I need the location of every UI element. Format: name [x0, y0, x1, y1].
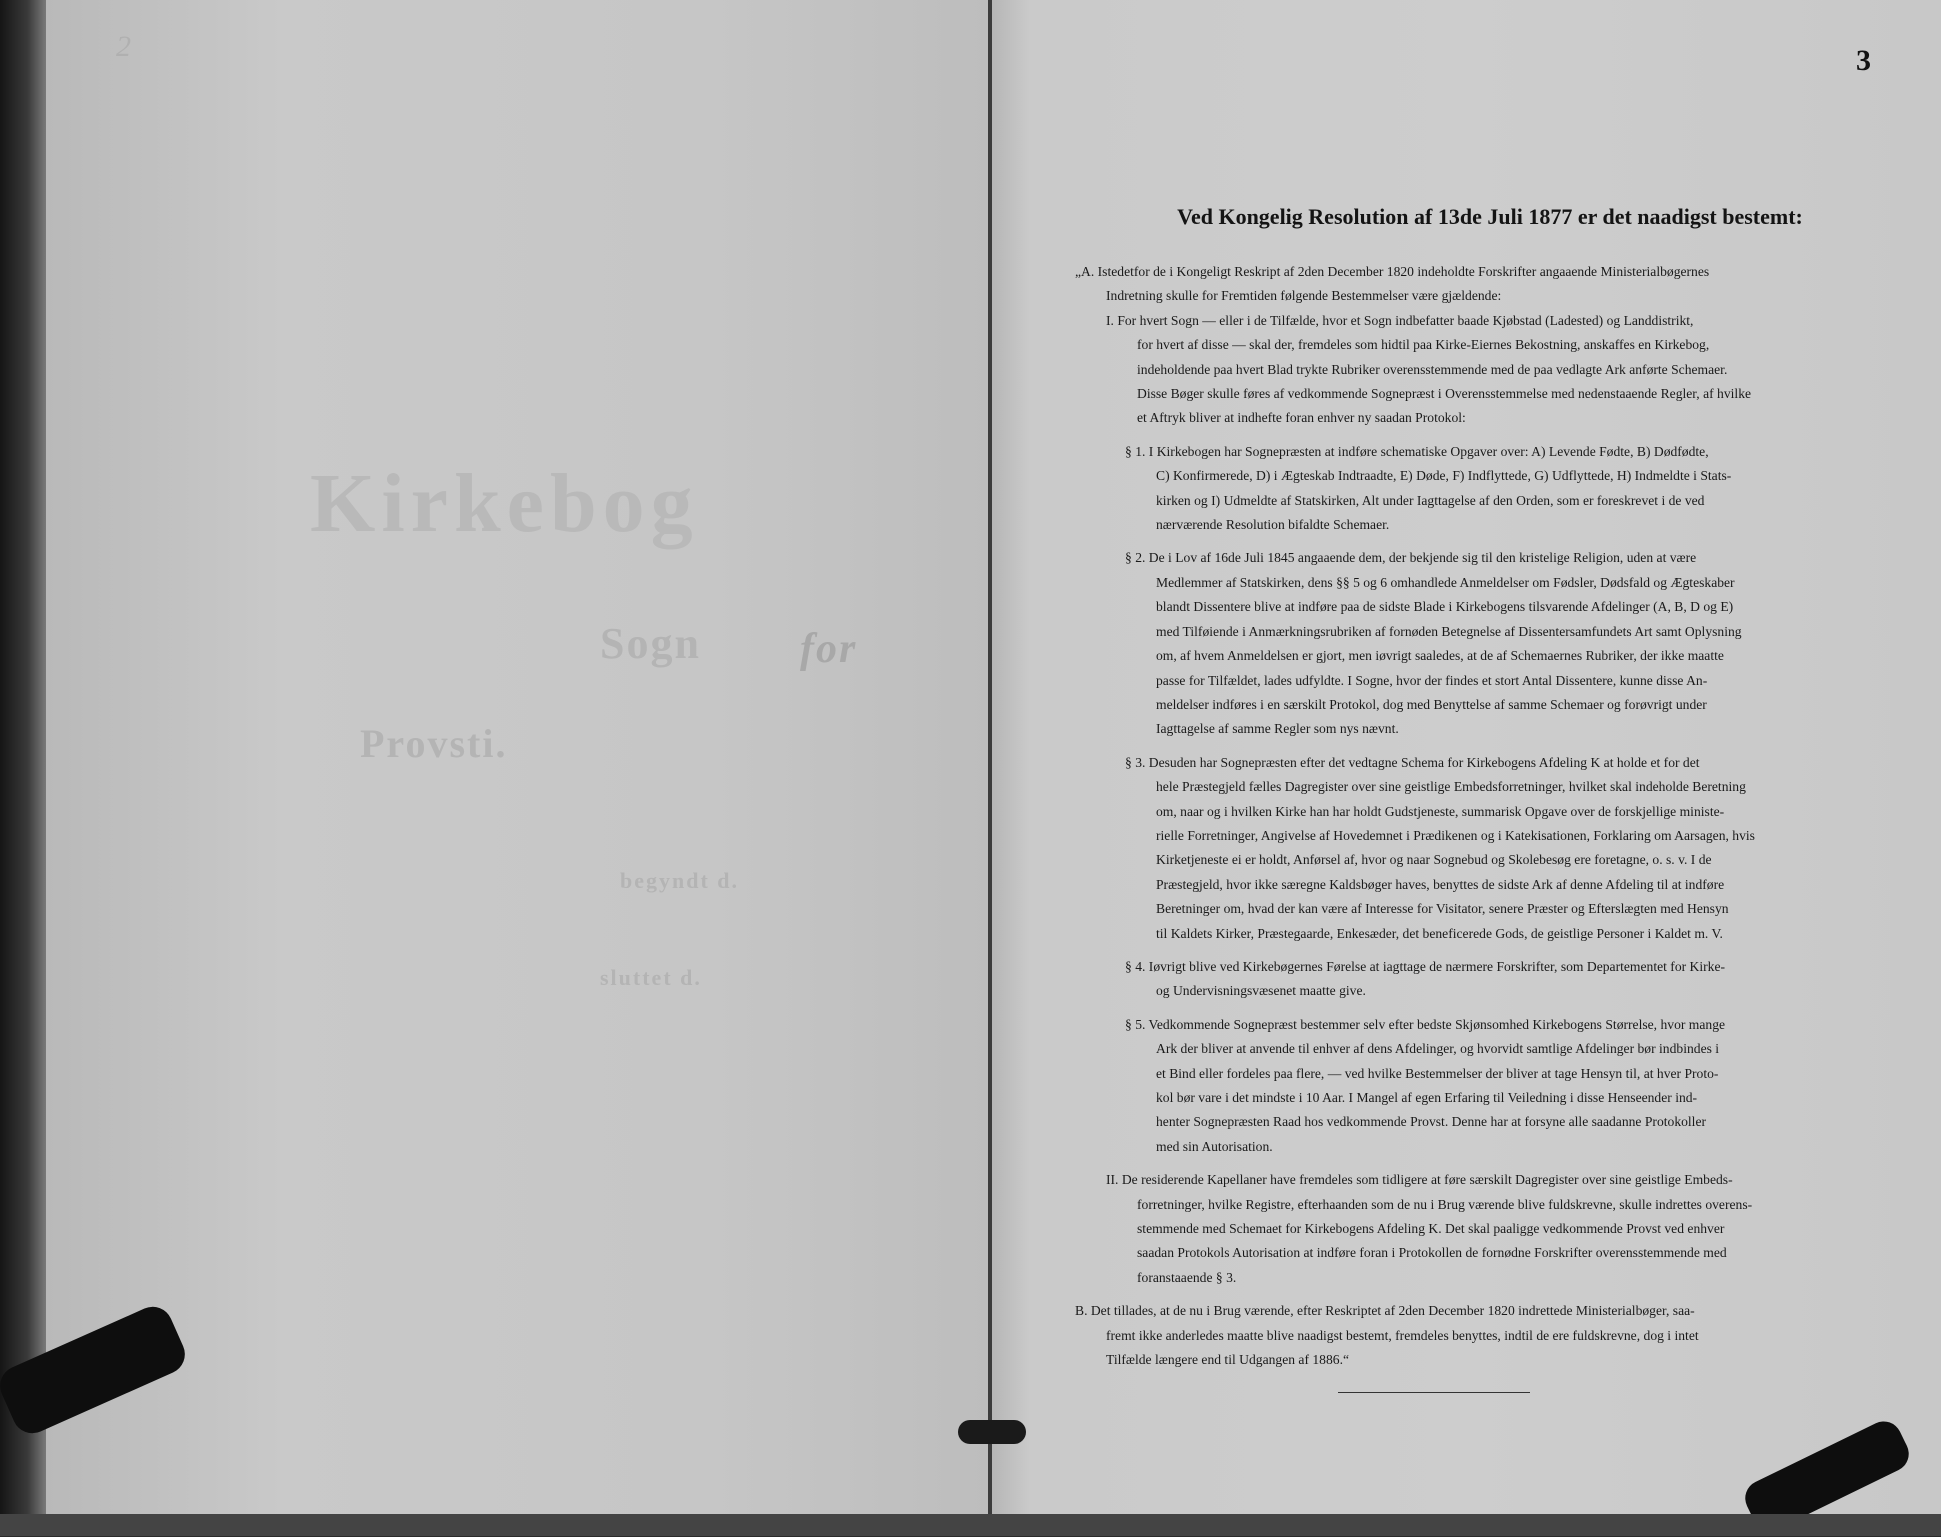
left-page — [46, 0, 990, 1536]
text-line: stemmende med Schemaet for Kirkebogens Afdeling K. Det skal paaligge vedkommende Provst ved enhver — [1137, 1221, 1725, 1237]
faded-title: Kirkebog — [310, 457, 699, 550]
text-line: § 3. Desuden har Sognepræsten efter det vedtagne Schema for Kirkebogens Afdeling K at holde et for det — [1125, 754, 1700, 770]
paragraph-section-2 — [1075, 546, 1865, 741]
text-line: om, naar og i hvilken Kirke han har holdt Gudstjeneste, summarisk Opgave over de forskjellige ministe- — [1156, 803, 1725, 819]
text-line: passe for Tilfældet, lades udfyldte. I Sogne, hvor der findes et stort Antal Dissentere, kunne disse An- — [1156, 672, 1708, 688]
text-line: indeholdende paa hvert Blad trykte Rubriker overensstemmende med de paa vedlagte Ark anførte Schemaer. — [1137, 361, 1728, 377]
text-line: Præstegjeld, hvor ikke særegne Kaldsbøger haves, benyttes de sidste Ark af denne Afdeling til at indføre — [1156, 876, 1725, 892]
text-line: saadan Protokols Autorisation at indføre foran i Protokollen de fornødne Forskrifter overensstemmende med — [1137, 1245, 1727, 1261]
paragraph-B — [1075, 1299, 1865, 1372]
paragraph-II — [1075, 1168, 1865, 1290]
paragraph-A — [1075, 260, 1865, 309]
text-line: Medlemmer af Statskirken, dens §§ 5 og 6 omhandlede Anmeldelser om Fødsler, Dødsfald og Ægteskaber — [1156, 574, 1735, 590]
text-line: et Aftryk bliver at indhefte foran enhver ny saadan Protokol: — [1137, 410, 1466, 426]
closing-rule — [1338, 1392, 1530, 1393]
text-line: § 1. I Kirkebogen har Sognepræsten at indføre schematiske Opgaver over: A) Levende Fødte, B) Dødfødte, — [1125, 443, 1709, 459]
resolution-heading: Ved Kongelig Resolution af 13de Juli 1877 er det naadigst bestemt: — [1177, 204, 1803, 229]
text-line: forretninger, hvilke Registre, efterhaanden som de nu i Brug værende blive fuldskrevne, skulle indrettes overens- — [1137, 1196, 1753, 1212]
paragraph-section-1 — [1075, 440, 1865, 538]
text-line: „A. Istedetfor de i Kongeligt Reskript af 2den December 1820 indeholdte Forskrifter angaaende Ministerialbøgernes — [1075, 264, 1710, 279]
text-line: kol bør vare i det mindste i 10 Aar. I Mangel af egen Erfaring til Veiledning i disse Henseender ind- — [1156, 1090, 1698, 1105]
text-line: Kirketjeneste ei er holdt, Anførsel af, hvor og naar Sognebud og Skolebesøg ere foretagne, o. s. v. I de — [1156, 852, 1712, 868]
text-line: blandt Dissentere blive at indføre paa de sidste Blade i Kirkebogens tilsvarende Afdelinger (A, B, D og E) — [1156, 599, 1734, 615]
text-line: med Tilføiende i Anmærkningsrubriken af fornøden Betegnelse af Dissentersamfundets Art samt Oplysning — [1156, 623, 1742, 639]
text-line: B. Det tillades, at de nu i Brug værende, efter Reskriptet af 2den December 1820 indrettede Ministerialbøger, saa- — [1075, 1303, 1695, 1319]
text-line: Disse Bøger skulle føres af vedkommende Sognepræst i Overensstemmelse med nedenstaaende Regler, af hvilke — [1137, 386, 1752, 402]
text-line: fremt ikke anderledes maatte blive naadigst bestemt, fremdeles benyttes, indtil de ere fuldskrevne, dog i intet — [1106, 1327, 1699, 1343]
text-line: II. De residerende Kapellaner have fremdeles som tidligere at føre særskilt Dagregister over sine geistlige Embeds- — [1106, 1172, 1733, 1188]
text-line: § 4. Iøvrigt blive ved Kirkebøgernes Førelse at iagttage de nærmere Forskrifter, som Departementet for Kirke- — [1125, 958, 1726, 974]
text-line: § 5. Vedkommende Sognepræst bestemmer selv efter bedste Skjønsomhed Kirkebogens Størrelse, hvor mange — [1125, 1016, 1726, 1032]
text-line: Iagttagelse af samme Regler som nys nævnt. — [1156, 721, 1399, 737]
faded-begyndt: begyndt d. — [620, 868, 740, 893]
left-page-number: 2 — [116, 30, 131, 63]
text-line: med sin Autorisation. — [1156, 1138, 1273, 1154]
right-page-number: 3 — [1856, 44, 1871, 77]
paragraph-section-4 — [1075, 955, 1865, 1004]
text-line: § 2. De i Lov af 16de Juli 1845 angaaende dem, der bekjende sig til den kristelige Religion, uden at være — [1125, 550, 1697, 566]
text-line: I. For hvert Sogn — eller i de Tilfælde, hvor et Sogn indbefatter baade Kjøbstad (Ladested) og Landdistrikt, — [1106, 312, 1694, 328]
text-line: nærværende Resolution bifaldte Schemaer. — [1156, 517, 1390, 533]
book-edge — [0, 0, 46, 1536]
text-line: for hvert af disse — skal der, fremdeles som hidtil paa Kirke-Eiernes Bekostning, anskaffes en Kirkebog, — [1137, 337, 1710, 353]
paragraph-I — [1075, 309, 1865, 431]
text-line: henter Sognepræsten Raad hos vedkommende Provst. Denne har at forsyne alle saadanne Protokoller — [1156, 1114, 1707, 1130]
text-line: om, af hvem Anmeldelsen er gjort, men iøvrigt saaledes, at de af Schemaernes Rubriker, der ikke maatte — [1156, 648, 1724, 664]
faded-provsti: Provsti. — [360, 721, 508, 766]
text-line: og Undervisningsvæsenet maatte give. — [1156, 983, 1366, 999]
text-line: hele Præstegjeld fælles Dagregister over sine geistlige Embedsforretninger, hvilket skal indeholde Beretning — [1156, 779, 1746, 795]
text-line: rielle Forretninger, Angivelse af Hovedemnet i Prædikenen og i Katekisationen, Forklaring om Aarsagen, hvis — [1156, 827, 1755, 843]
paragraph-section-5 — [1075, 1013, 1865, 1159]
text-line: Ark der bliver at anvende til enhver af dens Afdelinger, og hvorvidt samtlige Afdelinger bør indbindes i — [1156, 1041, 1720, 1057]
text-line: foranstaaende § 3. — [1137, 1269, 1237, 1285]
scanner-bed — [0, 1514, 1941, 1536]
faded-for: for — [800, 626, 858, 672]
resolution-body — [1075, 260, 1865, 1372]
text-line: til Kaldets Kirker, Præstegaarde, Enkesæder, det beneficerede Gods, de geistlige Personer i Kaldet m. V. — [1156, 925, 1723, 941]
text-line: Beretninger om, hvad der kan være af Interesse for Visitator, senere Præster og Efterslægten med Hensyn — [1156, 901, 1729, 917]
text-line: Indretning skulle for Fremtiden følgende Bestemmelser være gjældende: — [1106, 288, 1502, 304]
text-line: meldelser indføres i en særskilt Protokol, dog med Benyttelse af samme Schemaer og forøvrigt under — [1156, 696, 1707, 712]
faded-sluttet: sluttet d. — [600, 965, 702, 990]
paragraph-section-3 — [1075, 751, 1865, 946]
text-line: kirken og I) Udmeldte af Statskirken, Alt under Iagttagelse af den Orden, som er foreskrevet i de ved — [1156, 492, 1705, 508]
faded-sogn: Sogn — [600, 619, 701, 668]
text-line: C) Konfirmerede, D) i Ægteskab Indtraadte, E) Døde, F) Indflyttede, G) Udflyttede, H) Indmeldte i Stats- — [1156, 468, 1732, 484]
text-line: Tilfælde længere end til Udgangen af 1886.“ — [1106, 1352, 1350, 1368]
text-line: et Bind eller fordeles paa flere, — ved hvilke Bestemmelser der bliver at tage Hensyn til, at hver Proto- — [1156, 1065, 1719, 1081]
ink-blot — [958, 1420, 1026, 1444]
